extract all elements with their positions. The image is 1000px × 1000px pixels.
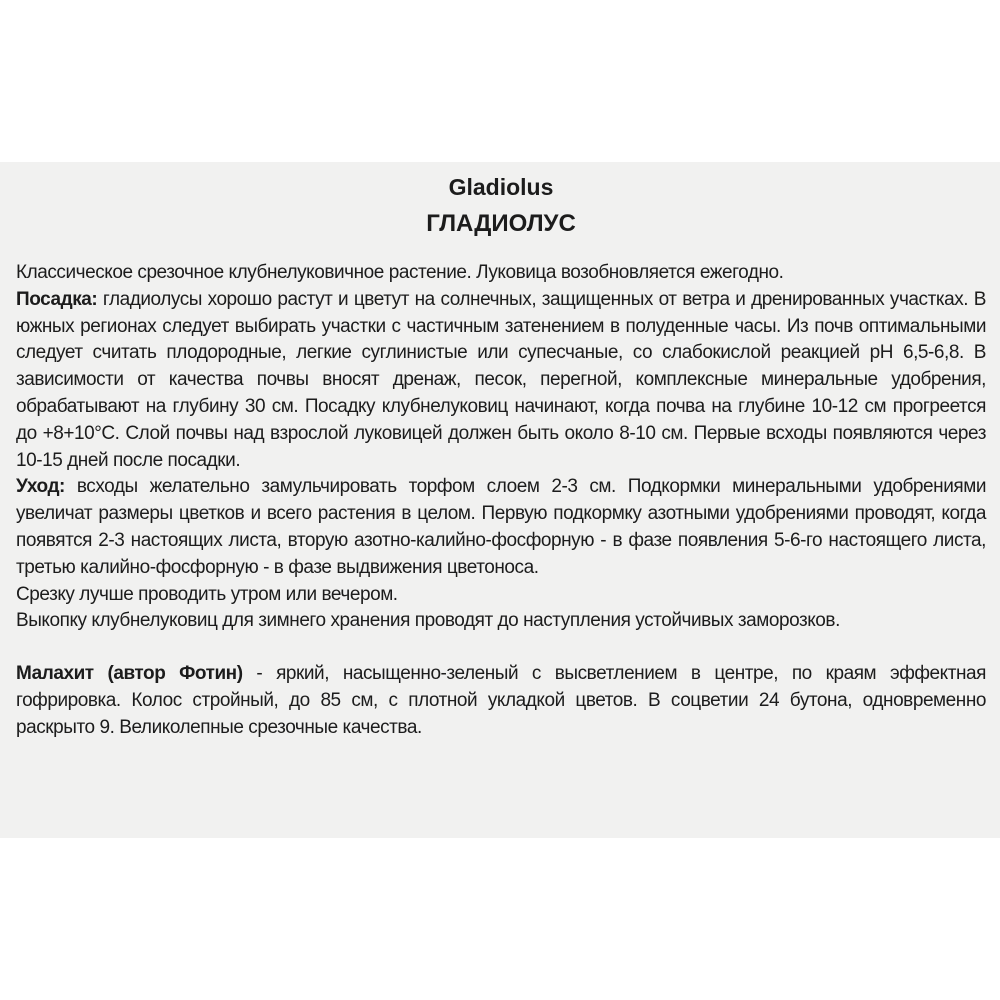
digging-note: Выкопку клубнелуковиц для зимнего хранения проводят до наступления устойчивых заморозков. <box>16 610 840 632</box>
paragraph-gap <box>16 635 986 661</box>
intro-paragraph: Классическое срезочное клубнелуковичное растение. Луковица возобновляется ежегодно. <box>16 262 784 283</box>
description-body <box>16 260 986 742</box>
variety-name: Малахит (автор Фотин) <box>16 663 243 685</box>
care-text: всходы желательно замульчировать торфом слоем 2-3 см. Подкормки минеральными удобрениями увеличат размеры цветков и всего растения в целом. Первую подкормку азотными удобрениями проводят, когда появятся 2-3 настоящих листа, вторую азотно-калийно-фосфорную - в фазе появления 5-6-го настоящего листа, третью калийно-фосфорную - в фазе выдвижения цветоноса. <box>16 476 986 578</box>
cutting-note: Срезку лучше проводить утром или вечером. <box>16 583 398 605</box>
label-sheet <box>0 162 1000 838</box>
title-latin: Gladiolus <box>448 174 554 200</box>
title-russian: ГЛАДИОЛУС <box>426 210 576 237</box>
variety-paragraph <box>16 661 986 741</box>
planting-heading: Посадка: <box>16 288 98 310</box>
care-heading: Уход: <box>16 476 65 498</box>
variety-text: - яркий, насыщенно-зеленый с высветлением в центре, по краям эффектная гофрировка. Колос стройный, до 85 см, с плотной укладкой цветов. В соцветии 24 бутона, одновременно раскрыто 9. Великолепные срезочные качества. <box>16 663 986 738</box>
planting-paragraph <box>16 287 986 475</box>
planting-text: гладиолусы хорошо растут и цветут на солнечных, защищенных от ветра и дренированных участках. В южных регионах следует выбирать участки с частичным затенением в полуденные часы. Из почв оптимальными следует считать плодородные, легкие суглинистые или супесчаные, со слабокислой реакцией pH 6,5-6,8. В зависимости от качества почвы вносят дренаж, песок, перегной, комплексные минеральные удобрения, обрабатывают на глубину 30 см. Посадку клубнелуковиц начинают, когда почва на глубине 10-12 см прогреется до +8+10°С. Слой почвы над взрослой луковицей должен быть около 8-10 см. Первые всходы появляются через 10-15 дней после посадки. <box>16 288 986 471</box>
care-paragraph <box>16 474 986 581</box>
